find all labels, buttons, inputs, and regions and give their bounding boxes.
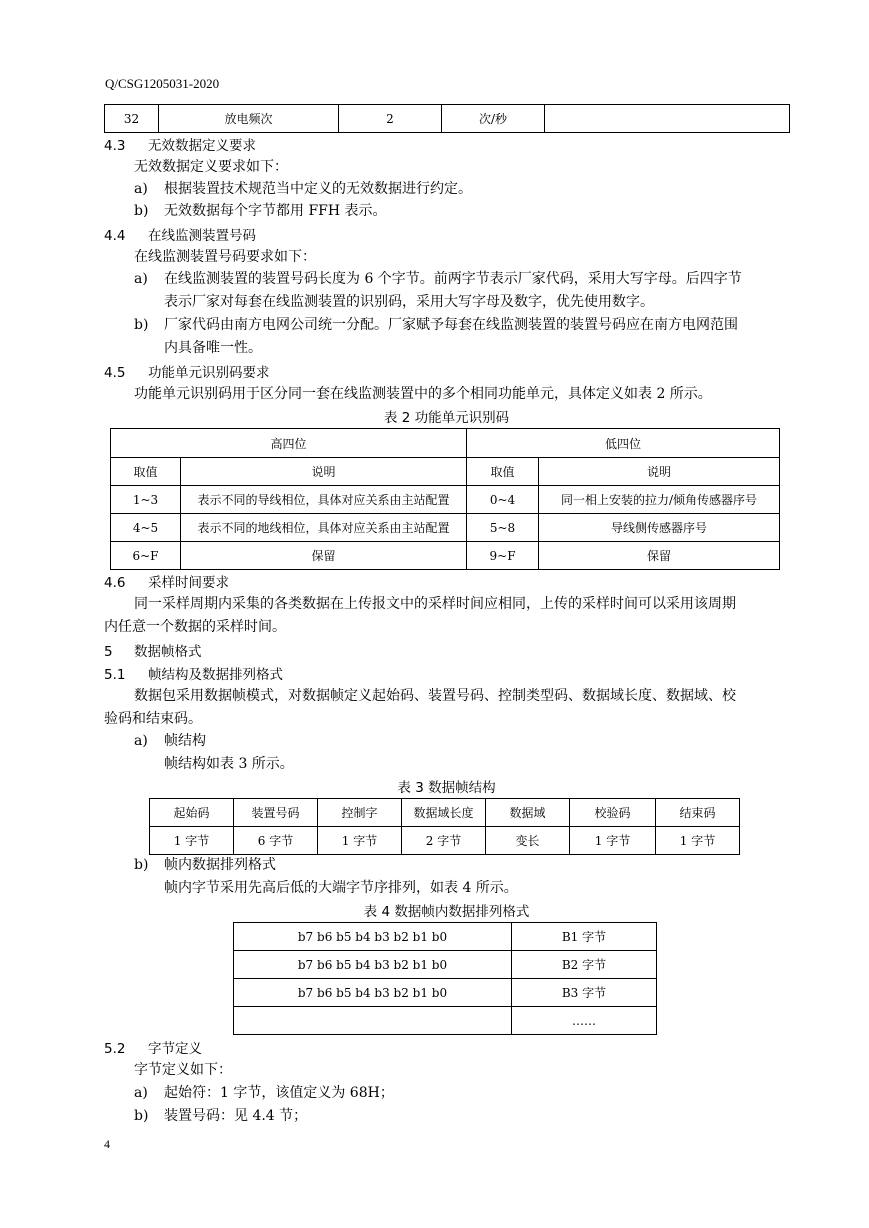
table-cell: 9~F (467, 542, 539, 570)
list-text: 装置号码：见 4.4 节； (164, 1108, 308, 1124)
table-caption: 表 2 功能单元识别码 (383, 410, 510, 426)
frame-byte-order-table (233, 922, 657, 1035)
list-label: a) (134, 1085, 148, 1101)
table-cell: 1 字节 (150, 827, 234, 855)
table-cell: 6 字节 (234, 827, 318, 855)
table-cell: 同一相上安装的拉力/倾角传感器序号 (539, 486, 780, 514)
paragraph: 帧内字节采用先高后低的大端字节序排列，如表 4 所示。 (164, 880, 518, 896)
table-cell: 保留 (539, 542, 780, 570)
table-row (234, 923, 657, 951)
table-header: 说明 (181, 458, 467, 486)
list-item (134, 178, 789, 200)
table-row (111, 514, 780, 542)
table-cell: 2 字节 (402, 827, 486, 855)
paragraph: 数据包采用数据帧模式，对数据帧定义起始码、装置号码、控制类型码、数据域长度、数据域、校 (134, 688, 736, 704)
list-item (134, 200, 789, 222)
list-text: 厂家代码由南方电网公司统一分配。厂家赋予每套在线监测装置的装置号码应在南方电网范围 (164, 317, 738, 333)
table-row (234, 951, 657, 979)
table-row (150, 827, 740, 855)
section-number: 4.4 (104, 228, 126, 244)
table-header: 校验码 (570, 799, 656, 827)
table-cell: B2 字节 (512, 951, 657, 979)
section-heading-4-5 (104, 361, 270, 381)
table-caption: 表 4 数据帧内数据排列格式 (363, 904, 530, 920)
table-cell: 0~4 (467, 486, 539, 514)
table-cell: 表示不同的地线相位，具体对应关系由主站配置 (181, 514, 467, 542)
table-cell: 4~5 (111, 514, 181, 542)
paragraph: 功能单元识别码用于区分同一套在线监测装置中的多个相同功能单元，具体定义如表 2 所示。 (134, 386, 712, 402)
table-header: 控制字 (318, 799, 402, 827)
continued-table (104, 104, 790, 133)
list-text: 在线监测装置的装置号码长度为 6 个字节。前两字节表示厂家代码，采用大写字母。后四字节 (164, 271, 742, 287)
section-heading-5-2 (104, 1037, 202, 1057)
list-label: b) (134, 857, 149, 873)
table-header: 数据域 (486, 799, 570, 827)
table-group-header: 低四位 (467, 429, 780, 458)
table-cell: b7 b6 b5 b4 b3 b2 b1 b0 (234, 979, 512, 1007)
table-cell: …… (512, 1007, 657, 1035)
list-label: b) (134, 203, 149, 219)
table-cell: b7 b6 b5 b4 b3 b2 b1 b0 (234, 923, 512, 951)
list-title: 帧内数据排列格式 (164, 857, 276, 873)
table-caption: 表 3 数据帧结构 (397, 780, 496, 796)
section-number: 5.2 (104, 1041, 126, 1057)
paragraph: 同一采样周期内采集的各类数据在上传报文中的采样时间应相同，上传的采样时间可以采用该周期 (134, 596, 736, 612)
table-cell: 32 (105, 105, 159, 133)
list-text: 内具备唯一性。 (164, 340, 262, 356)
section-heading-4-6 (104, 571, 229, 591)
table-cell: 1 字节 (656, 827, 740, 855)
section-title: 采样时间要求 (148, 575, 229, 591)
section-title: 帧结构及数据排列格式 (148, 667, 283, 683)
list-label: a) (134, 271, 148, 287)
list-item (134, 1082, 789, 1104)
table-group-header: 高四位 (111, 429, 467, 458)
table-cell: 变长 (486, 827, 570, 855)
table-cell (545, 105, 790, 133)
table-header: 说明 (539, 458, 780, 486)
table-row (234, 979, 657, 1007)
table-header: 取值 (111, 458, 181, 486)
page-number: 4 (104, 1137, 110, 1151)
table-cell: 1 字节 (570, 827, 656, 855)
section-title: 字节定义 (148, 1041, 202, 1057)
table-row (150, 799, 740, 827)
table-cell (234, 1007, 512, 1035)
table-header: 起始码 (150, 799, 234, 827)
table-cell: 1 字节 (318, 827, 402, 855)
table-header: 装置号码 (234, 799, 318, 827)
function-unit-code-table (110, 428, 780, 570)
section-heading-4-3 (104, 134, 256, 154)
table-cell: 保留 (181, 542, 467, 570)
section-title: 功能单元识别码要求 (148, 365, 270, 381)
table-cell: 2 (339, 105, 442, 133)
table-cell: 次/秒 (442, 105, 545, 133)
document-header: Q/CSG1205031-2020 (105, 76, 220, 91)
table-cell: 1~3 (111, 486, 181, 514)
table-row (111, 486, 780, 514)
table-cell: B3 字节 (512, 979, 657, 1007)
table-row (111, 542, 780, 570)
table-row (111, 429, 780, 458)
table-cell: 导线侧传感器序号 (539, 514, 780, 542)
section-number: 4.6 (104, 575, 126, 591)
table-cell: 5~8 (467, 514, 539, 542)
section-heading-5-1 (104, 663, 283, 683)
list-label: a) (134, 733, 148, 749)
list-text: 起始符：1 字节，该值定义为 68H； (164, 1085, 394, 1101)
section-title: 在线监测装置号码 (148, 228, 256, 244)
section-number: 5 (104, 644, 113, 660)
table-cell: b7 b6 b5 b4 b3 b2 b1 b0 (234, 951, 512, 979)
section-title: 无效数据定义要求 (148, 138, 256, 154)
table-row (234, 1007, 657, 1035)
list-item (134, 1105, 789, 1127)
table-cell: 放电频次 (159, 105, 339, 133)
table-cell: B1 字节 (512, 923, 657, 951)
list-label: b) (134, 317, 149, 333)
table-cell: 表示不同的导线相位，具体对应关系由主站配置 (181, 486, 467, 514)
paragraph: 帧结构如表 3 所示。 (164, 756, 294, 772)
paragraph: 无效数据定义要求如下： (134, 159, 288, 175)
section-number: 4.5 (104, 365, 126, 381)
table-header: 取值 (467, 458, 539, 486)
list-text: 无效数据每个字节都用 FFH 表示。 (164, 203, 387, 219)
section-number: 4.3 (104, 138, 126, 154)
frame-structure-table (149, 798, 740, 855)
paragraph: 验码和结束码。 (104, 711, 202, 727)
section-number: 5.1 (104, 667, 126, 683)
table-cell: 6~F (111, 542, 181, 570)
table-row (111, 458, 780, 486)
section-title: 数据帧格式 (134, 644, 202, 660)
list-title: 帧结构 (164, 733, 206, 749)
table-header: 结束码 (656, 799, 740, 827)
section-heading-4-4 (104, 224, 256, 244)
list-label: a) (134, 181, 148, 197)
table-row (105, 105, 790, 133)
section-heading-5 (104, 640, 202, 660)
list-text: 根据装置技术规范当中定义的无效数据进行约定。 (164, 181, 472, 197)
paragraph: 内任意一个数据的采样时间。 (104, 619, 286, 635)
paragraph: 字节定义如下： (134, 1062, 232, 1078)
table-header: 数据域长度 (402, 799, 486, 827)
list-text: 表示厂家对每套在线监测装置的识别码，采用大写字母及数字，优先使用数字。 (164, 294, 654, 310)
paragraph: 在线监测装置号码要求如下： (134, 249, 316, 265)
list-label: b) (134, 1108, 149, 1124)
